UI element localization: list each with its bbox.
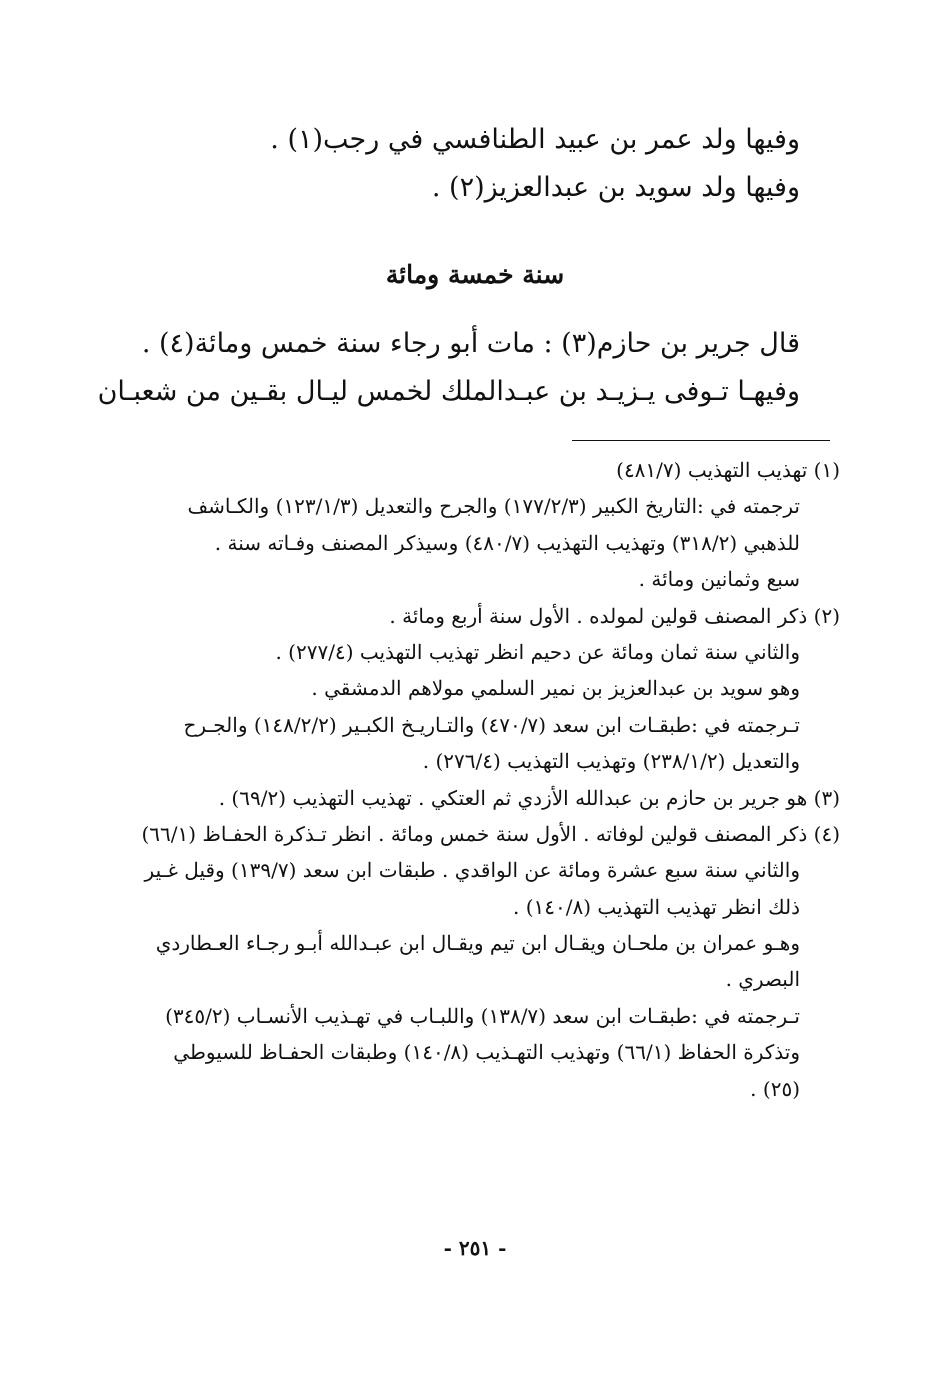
- page-number: - ٢٥١ -: [443, 1236, 507, 1260]
- footnote-line: وهو سويد بن عبدالعزيز بن نمير السلمي مولاهم الدمشقي .: [311, 676, 800, 701]
- footnote-line: للذهبي (٣١٨/٢) وتهذيب التهذيب (٤٨٠/٧) وسيذكر المصنف وفـاته سنة .: [214, 530, 800, 555]
- footnote-line: (٢٥) .: [750, 1076, 800, 1101]
- footnote-line: ذلك انظر تهذيب التهذيب (١٤٠/٨) .: [513, 894, 800, 919]
- footnote-line: تـرجمته في :طبقـات ابن سعد (٤٧٠/٧) والتـاريـخ الكبـير (١٤٨/٢/٢) والجـرح: [183, 712, 800, 737]
- footnote-line: (١) تهذيب التهذيب (٤٨١/٧): [616, 458, 840, 482]
- footnote-line: تـرجمته في :طبقـات ابن سعد (١٣٨/٧) واللبـاب في تهـذيب الأنسـاب (٣٤٥/٢): [165, 1003, 800, 1028]
- footnote-line: والثاني سنة ثمان ومائة عن دحيم انظر تهذيب التهذيب (٢٧٧/٤) .: [275, 639, 800, 664]
- footnote-line: والثاني سنة سبع عشرة ومائة عن الواقدي . طبقات ابن سعد (١٣٩/٧) وقيل غـير: [144, 858, 800, 883]
- body-line-2: وفيها ولد سويد بن عبدالعزيز(٢) .: [431, 172, 800, 203]
- body-line-1: وفيها ولد عمر بن عبيد الطنافسي في رجب(١) .: [270, 124, 800, 155]
- footnote-separator: [572, 440, 830, 441]
- section-heading: سنة خمسة ومائة: [385, 260, 565, 289]
- footnote-line: وتذكرة الحفاظ (٦٦/١) وتهذيب التهـذيب (١٤٠/٨) وطبقات الحفـاظ للسيوطي: [173, 1040, 800, 1065]
- footnote-line: ترجمته في :التاريخ الكبير (١٧٧/٢/٣) والجرح والتعديل (١٢٣/١/٣) والكـاشف: [187, 494, 800, 519]
- footnote-line: البصري .: [725, 967, 800, 992]
- body-line-4: وفيهـا تـوفى يـزيـد بن عبـدالملك لخمس ليـال بقـين من شعبـان: [97, 376, 800, 407]
- footnote-line: سبع وثمانين ومائة .: [638, 567, 800, 592]
- footnote-line: (٢) ذكر المصنف قولين لمولده . الأول سنة أربع ومائة .: [389, 603, 840, 628]
- footnote-line: والتعديل (٢٣٨/١/٢) وتهذيب التهذيب (٢٧٦/٤) .: [422, 749, 800, 774]
- body-line-3: قال جرير بن حازم(٣) : مات أبو رجاء سنة خمس ومائة(٤) .: [141, 328, 800, 359]
- footnotes-block: [132, 452, 840, 1107]
- footnote-line: (٤) ذكر المصنف قولين لوفاته . الأول سنة خمس ومائة . انظر تـذكرة الحفـاظ (٦٦/١): [141, 821, 840, 846]
- footnote-line: (٣) هو جرير بن حازم بن عبدالله الأزدي ثم العتكي . تهذيب التهذيب (٦٩/٢) .: [218, 785, 840, 810]
- footnote-line: وهـو عمران بن ملحـان ويقـال ابن تيم ويقـال ابن عبـدالله أبـو رجـاء العـطاردي: [155, 931, 800, 956]
